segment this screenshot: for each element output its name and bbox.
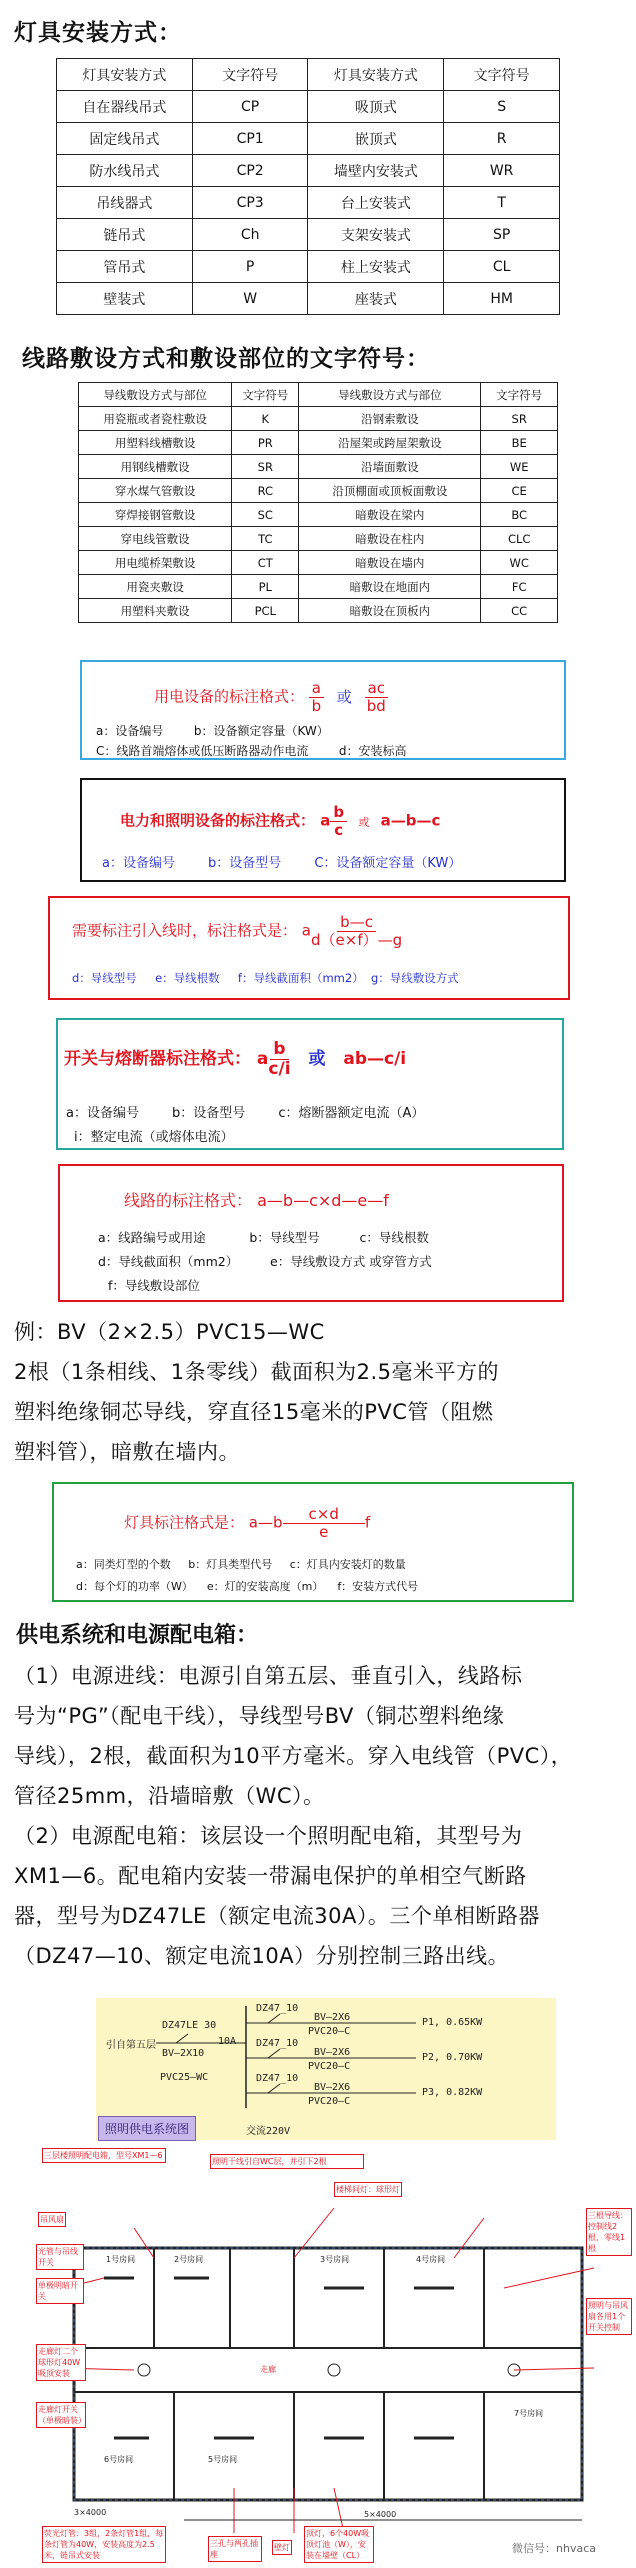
table-cell: 暗敷设在柱内	[299, 527, 481, 551]
floor-plan	[34, 2148, 630, 2562]
plan-note: 走廊灯开关（单极暗装）	[36, 2402, 86, 2428]
table-cell: 沿钢索敷设	[299, 407, 481, 431]
legend-line: a：设备编号 b：设备额定容量（KW）	[96, 724, 329, 738]
power-text	[14, 1656, 634, 1976]
table-cell: 管吊式	[57, 251, 193, 283]
corridor-label: 走廊	[260, 2365, 276, 2374]
table-cell: 吸顶式	[308, 91, 444, 123]
table-cell: WE	[481, 455, 558, 479]
legend-line: a：线路编号或用途 b：导线型号 c：导线根数	[98, 1230, 429, 1245]
dimension-label: 5×4000	[364, 2510, 397, 2519]
table-cell: PR	[232, 431, 299, 455]
table-row	[79, 479, 558, 503]
table-cell: 用塑料线槽敷设	[79, 431, 232, 455]
lamp-format-box	[52, 1482, 574, 1602]
power-line: XM1—6。配电箱内安装一带漏电保护的单相空气断路	[14, 1864, 527, 1888]
supply-system-diagram	[96, 1998, 556, 2140]
system-source: 引自第五层	[106, 2040, 156, 2051]
section2-title: 线路敷设方式和敷设部位的文字符号：	[22, 346, 430, 372]
table-cell: T	[444, 187, 560, 219]
table-cell: P	[192, 251, 308, 283]
or-text: 或	[336, 687, 352, 706]
plan-note: 三孔与两孔插座	[208, 2536, 262, 2562]
table-cell: 穿电线管敷设	[79, 527, 232, 551]
table-cell: 墙壁内安装式	[308, 155, 444, 187]
table-cell: 吊线器式	[57, 187, 193, 219]
table-cell: 用瓷夹敷设	[79, 575, 232, 599]
or-text: 或	[358, 815, 370, 829]
table-cell: CL	[444, 251, 560, 283]
plan-note: 吊风扇	[38, 2212, 66, 2227]
plan-note: 光管与吊线开关	[36, 2244, 84, 2270]
table-cell: 用塑料夹敷设	[79, 599, 232, 623]
legend-line: i：整定电流（或熔体电流）	[74, 1130, 234, 1145]
table-cell: K	[232, 407, 299, 431]
room-label: 1号房间	[106, 2255, 136, 2264]
table-header-cell: 导线敷设方式与部位	[79, 383, 232, 407]
table-row	[79, 407, 558, 431]
table-row	[79, 599, 558, 623]
fraction	[311, 914, 402, 948]
table-cell: RC	[232, 479, 299, 503]
room-label: 4号房间	[416, 2255, 446, 2264]
table-row	[57, 123, 560, 155]
room-label: 2号房间	[174, 2255, 204, 2264]
table-cell: PCL	[232, 599, 299, 623]
formula-part: a	[256, 1049, 269, 1070]
box-label: 需要标注引入线时，标注格式是：	[72, 921, 298, 940]
fraction-denominator: b	[311, 696, 322, 715]
table-cell: FC	[481, 575, 558, 599]
table-cell: 穿焊接钢管敷设	[79, 503, 232, 527]
table-cell: 暗敷设在地面内	[299, 575, 481, 599]
plan-note: 照明与吊风扇各用1个开关控制	[586, 2298, 632, 2335]
table-cell: 沿屋架或跨屋架敷设	[299, 431, 481, 455]
circuit-conduit: PVC20—C	[308, 2026, 351, 2037]
table-cell: R	[444, 123, 560, 155]
circuit-conduit: PVC20—C	[308, 2061, 351, 2072]
table-cell: CP	[192, 91, 308, 123]
fraction	[309, 680, 324, 714]
circuit-label: P2, 0.70KW	[422, 2052, 483, 2063]
table-cell: Ch	[192, 219, 308, 251]
line-format-box	[58, 1164, 564, 1302]
table-header-cell: 文字符号	[232, 383, 299, 407]
table-cell: 柱上安装式	[308, 251, 444, 283]
table-cell: 沿顶棚面或顶板面敷设	[299, 479, 481, 503]
table-header-cell: 文字符号	[444, 59, 560, 91]
fraction-denominator: bd	[366, 696, 386, 715]
table-cell: SC	[232, 503, 299, 527]
table-header-cell: 文字符号	[481, 383, 558, 407]
fraction-denominator: d（e×f）—g	[311, 930, 403, 949]
formula-alt: ab—c/i	[343, 1049, 407, 1070]
table-cell: CC	[481, 599, 558, 623]
main-conduit: PVC25—WC	[160, 2072, 209, 2083]
table-row	[79, 455, 558, 479]
power-lighting-format-box	[80, 778, 566, 882]
table-row	[79, 527, 558, 551]
switch-fuse-format-box	[56, 1018, 564, 1150]
table-cell: WC	[481, 551, 558, 575]
device-format-box	[80, 660, 566, 760]
fraction-numerator: a	[309, 680, 324, 698]
legend-line: d：导线截面积（mm2） e：导线敷设方式 或穿管方式	[98, 1254, 432, 1269]
table-header-cell: 导线敷设方式与部位	[299, 383, 481, 407]
lead-in-format-box	[48, 896, 570, 1000]
table-cell: 壁装式	[57, 283, 193, 315]
table-header-cell: 文字符号	[192, 59, 308, 91]
example-text	[14, 1312, 630, 1472]
power-line: （1）电源进线：电源引自第五层、垂直引入，线路标	[14, 1664, 523, 1688]
table-row	[57, 251, 560, 283]
fraction-denominator: c	[334, 820, 344, 839]
circuit-label: P3, 0.82KW	[422, 2087, 483, 2098]
table-cell: 沿墙面敷设	[299, 455, 481, 479]
wiring-method-table	[78, 382, 558, 623]
formula-part: a—b	[248, 1513, 283, 1532]
fraction-numerator: b—c	[337, 914, 376, 932]
table-cell: WR	[444, 155, 560, 187]
power-line: 号为“PG”（配电干线），导线型号BV（铜芯塑料绝缘	[14, 1704, 505, 1728]
system-voltage: 交流220V	[246, 2126, 291, 2137]
table-cell: CP2	[192, 155, 308, 187]
table-header-cell: 灯具安装方式	[57, 59, 193, 91]
fraction	[365, 680, 388, 714]
table-cell: CLC	[481, 527, 558, 551]
circuit-wire: BV—2X6	[314, 2082, 351, 2093]
dimension-label: 3×4000	[74, 2508, 107, 2517]
table-cell: CE	[481, 479, 558, 503]
fraction-denominator: e	[319, 1522, 329, 1541]
table-header-cell: 灯具安装方式	[308, 59, 444, 91]
formula: a—b—c×d—e—f	[257, 1191, 389, 1210]
room-label: 6号房间	[104, 2455, 134, 2464]
lamp-install-table	[56, 58, 560, 315]
table-cell: HM	[444, 283, 560, 315]
circuit-wire: BV—2X6	[314, 2047, 351, 2058]
table-cell: 用电缆桥架敷设	[79, 551, 232, 575]
room-label: 3号房间	[320, 2255, 350, 2264]
table-row	[79, 503, 558, 527]
legend-line: a：设备编号 b：设备型号 c：熔断器额定电流（A）	[66, 1106, 425, 1121]
fraction-denominator: c/i	[268, 1058, 291, 1079]
plan-note: 楼梯间灯：球形灯	[334, 2182, 402, 2197]
table-cell: 穿水煤气管敷设	[79, 479, 232, 503]
legend-line: C：线路首端熔体或低压断路器动作电流 d：安装标高	[96, 744, 407, 758]
table-cell: 支架安装式	[308, 219, 444, 251]
legend-line: d：导线型号 e：导线根数 f：导线截面积（mm2） g：导线敷设方式	[72, 971, 459, 985]
table-header	[79, 383, 558, 407]
formula-alt: a—b—c	[380, 811, 441, 830]
table-row	[57, 283, 560, 315]
table-cell: S	[444, 91, 560, 123]
power-line: （2）电源配电箱：该层设一个照明配电箱，其型号为	[14, 1824, 523, 1848]
fraction-numerator: b	[330, 804, 347, 822]
fraction	[268, 1040, 290, 1078]
example-line: 塑料绝缘铜芯导线，穿直径15毫米的PVC管（阻燃	[14, 1400, 494, 1424]
table-cell: 防水线吊式	[57, 155, 193, 187]
table-cell: BE	[481, 431, 558, 455]
fraction-numerator: b	[270, 1040, 288, 1060]
table-cell: SP	[444, 219, 560, 251]
table-cell: CP3	[192, 187, 308, 219]
legend-line: a：设备编号 b：设备型号 C：设备额定容量（KW）	[102, 856, 462, 871]
table-cell: BC	[481, 503, 558, 527]
table-cell: CT	[232, 551, 299, 575]
main-current: 10A	[218, 2036, 237, 2047]
or-text: 或	[308, 1049, 326, 1070]
table-cell: SR	[481, 407, 558, 431]
table-cell: 用钢线槽敷设	[79, 455, 232, 479]
box-label: 灯具标注格式是：	[124, 1513, 245, 1532]
table-row	[57, 187, 560, 219]
circuit-wire: BV—2X6	[314, 2012, 351, 2023]
plan-note: 照明干线引自WC层，并引下2根	[210, 2154, 364, 2169]
table-row	[57, 91, 560, 123]
table-row	[57, 219, 560, 251]
fraction	[283, 1506, 365, 1540]
table-cell: 暗敷设在梁内	[299, 503, 481, 527]
table-row	[79, 575, 558, 599]
fraction	[330, 804, 347, 838]
main-cable: BV—2X10	[162, 2048, 205, 2059]
table-cell: 用瓷瓶或者瓷柱敷设	[79, 407, 232, 431]
section1-title: 灯具安装方式：	[14, 20, 182, 46]
example-line: 塑料管），暗敷在墙内。	[14, 1440, 240, 1464]
table-cell: 座装式	[308, 283, 444, 315]
legend-line: d：每个灯的功率（W） e：灯的安装高度（m） f：安装方式代号	[76, 1580, 419, 1593]
plan-note: 三根导线：控制线2根，零线1根	[586, 2208, 632, 2256]
circuit-breaker: DZ47_10	[256, 2038, 299, 2049]
table-cell: 链吊式	[57, 219, 193, 251]
power-title: 供电系统和电源配电箱：	[16, 1623, 259, 1648]
table-cell: 自在器线吊式	[57, 91, 193, 123]
table-header	[57, 59, 560, 91]
table-row	[79, 431, 558, 455]
table-cell: 台上安装式	[308, 187, 444, 219]
circuit-label: P1, 0.65KW	[422, 2017, 483, 2028]
legend-line: f：导线敷设部位	[108, 1278, 200, 1293]
power-line: （DZ47—10、额定电流10A）分别控制三路出线。	[14, 1944, 510, 1968]
example-line: 例：BV（2×2.5）PVC15—WC	[14, 1320, 325, 1344]
plan-note: 壁灯	[272, 2540, 292, 2555]
plan-note: 顶灯，6个40W吸顶灯池（W），安装在墙壁（CL）	[304, 2526, 374, 2563]
table-cell: 暗敷设在墙内	[299, 551, 481, 575]
table-cell: 嵌顶式	[308, 123, 444, 155]
circuit-breaker: DZ47_10	[256, 2073, 299, 2084]
table-cell: SR	[232, 455, 299, 479]
example-line: 2根（1条相线、1条零线）截面积为2.5毫米平方的	[14, 1360, 499, 1384]
circuit-conduit: PVC20—C	[308, 2096, 351, 2107]
plan-note: 走廊灯二个球形灯40W吸顶安装	[36, 2344, 86, 2381]
table-cell: PL	[232, 575, 299, 599]
system-caption: 照明供电系统图	[98, 2116, 196, 2141]
table-row	[57, 155, 560, 187]
table-cell: CP1	[192, 123, 308, 155]
table-cell: W	[192, 283, 308, 315]
room-label: 5号房间	[208, 2455, 238, 2464]
watermark: 微信号：nhvaca	[512, 2542, 596, 2555]
formula-part: f	[364, 1513, 371, 1532]
fraction-numerator: c×d	[283, 1506, 365, 1524]
formula-part: a	[301, 921, 311, 940]
plan-note: 单极明暗开关	[36, 2278, 84, 2304]
circuit-breaker: DZ47_10	[256, 2003, 299, 2014]
floor-plan-drawing	[34, 2148, 630, 2562]
box-label: 用电设备的标注格式：	[154, 687, 305, 706]
box-label: 线路的标注格式：	[124, 1191, 253, 1210]
power-line: 导线），2根，截面积为10平方毫米。穿入电线管（PVC），	[14, 1744, 573, 1768]
table-cell: 暗敷设在顶板内	[299, 599, 481, 623]
table-row	[79, 551, 558, 575]
power-line: 器，型号为DZ47LE（额定电流30A）。三个单相断路器	[14, 1904, 540, 1928]
table-cell: 固定线吊式	[57, 123, 193, 155]
formula-part: a	[320, 811, 331, 830]
room-label: 7号房间	[514, 2409, 544, 2418]
legend-line: a：同类灯型的个数 b：灯具类型代号 c：灯具内安装灯的数量	[76, 1558, 406, 1571]
main-breaker: DZ47LE 30	[162, 2020, 217, 2031]
power-line: 管径25mm，沿墙暗敷（WC）。	[14, 1784, 325, 1808]
plan-note: 三层楼照明配电箱，型号XM1—6	[42, 2148, 166, 2163]
box-label: 开关与熔断器标注格式：	[64, 1049, 251, 1070]
box-label: 电力和照明设备的标注格式：	[120, 811, 316, 830]
fraction-numerator: ac	[365, 680, 388, 698]
table-cell: TC	[232, 527, 299, 551]
plan-note: 荧光灯管：3组，2条灯管1组，每条灯管为40W，安装高度为2.5米，链吊式安装	[42, 2526, 166, 2563]
